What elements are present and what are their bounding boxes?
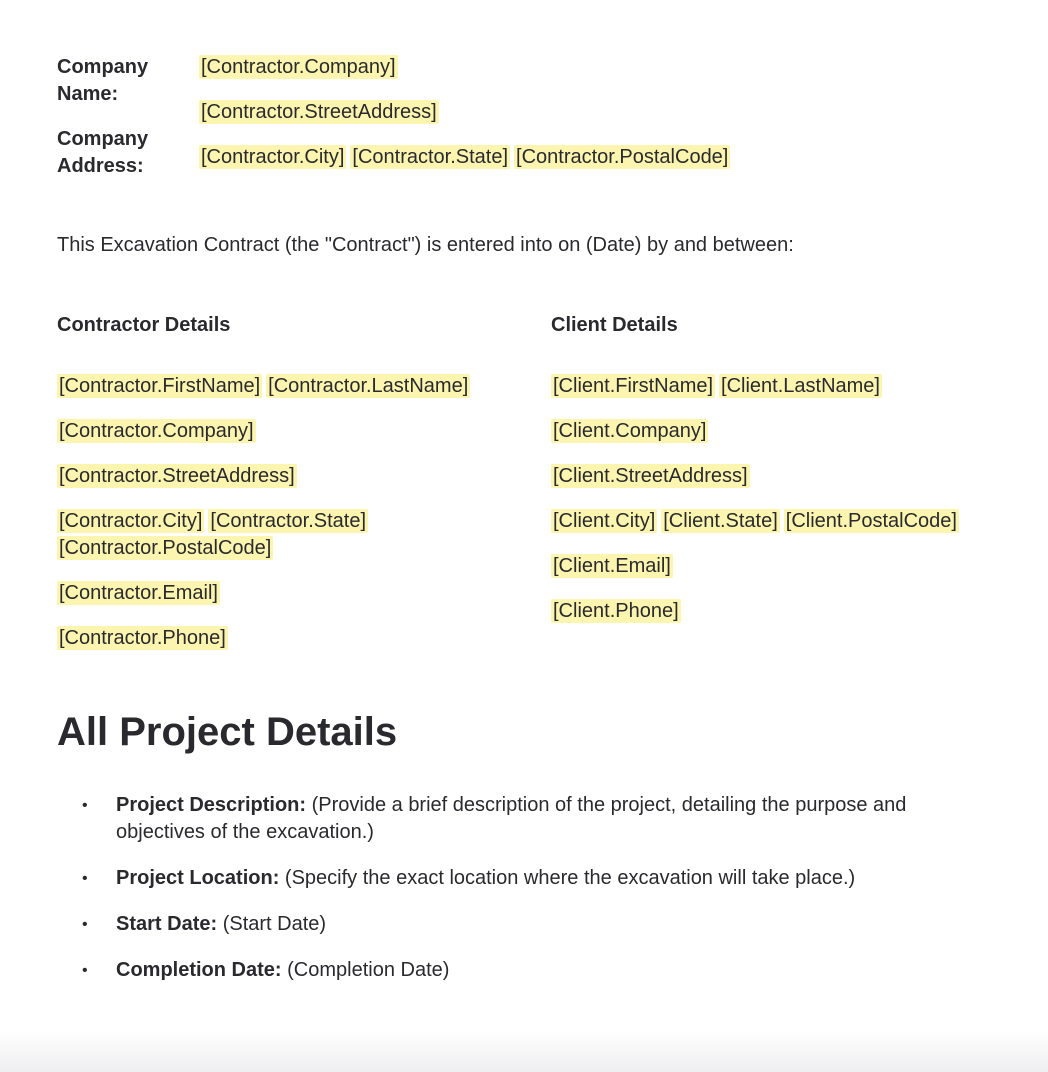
client-first-name-field[interactable]: [Client.FirstName] [553,375,714,397]
company-address-label: Company Address: [57,128,149,177]
company-name-row [199,54,730,81]
contractor-name-row [57,373,507,400]
client-postal-field[interactable]: [Client.PostalCode] [785,510,957,532]
company-values [199,54,730,171]
client-email-field[interactable]: [Client.Email] [553,555,671,577]
contractor-postal-field[interactable]: [Contractor.PostalCode] [59,537,272,559]
company-city-field[interactable]: [Contractor.City] [201,146,345,168]
start-date-text: (Start Date) [217,913,327,935]
list-item [57,911,987,938]
contractor-email-row [57,580,507,607]
contractor-city-row [57,508,507,562]
project-description-text: (Provide a brief description of the project, detailing the purpose and objectives of the excavation.) [116,794,907,843]
company-name-label: Company Name: [57,56,149,105]
client-name-row [551,373,1011,400]
bullet-icon: • [82,916,88,933]
bullet-icon: • [82,797,88,814]
client-phone-field[interactable]: [Client.Phone] [553,600,679,622]
client-last-name-field[interactable]: [Client.LastName] [721,375,880,397]
list-item [57,957,987,984]
contractor-email-field[interactable]: [Contractor.Email] [59,582,218,604]
client-state-field[interactable]: [Client.State] [663,510,778,532]
contractor-street-field[interactable]: [Contractor.StreetAddress] [59,465,295,487]
contractor-heading: Contractor Details [57,314,231,336]
contractor-last-name-field[interactable]: [Contractor.LastName] [268,375,469,397]
client-street-row [551,463,1011,490]
company-name-field[interactable]: [Contractor.Company] [201,56,396,78]
project-location-text: (Specify the exact location where the excavation will take place.) [279,867,856,889]
client-street-field[interactable]: [Client.StreetAddress] [553,465,748,487]
contractor-street-row [57,463,507,490]
completion-date-term: Completion Date: [116,959,282,981]
contractor-city-field[interactable]: [Contractor.City] [59,510,203,532]
company-city-row [199,144,730,171]
contractor-first-name-field[interactable]: [Contractor.FirstName] [59,375,261,397]
contractor-phone-row [57,625,507,652]
contractor-company-row [57,418,507,445]
list-item [57,792,987,846]
bullet-icon: • [82,962,88,979]
start-date-term: Start Date: [116,913,218,935]
project-description-term: Project Description: [116,794,307,816]
client-city-row [551,508,1011,535]
company-labels [57,54,187,180]
completion-date-text: (Completion Date) [281,959,450,981]
intro-paragraph: This Excavation Contract (the "Contract") is entered into on (Date) by and between: [57,234,794,256]
contractor-phone-field[interactable]: [Contractor.Phone] [59,627,226,649]
contractor-state-field[interactable]: [Contractor.State] [210,510,367,532]
project-details-list [57,792,987,1003]
list-item [57,865,987,892]
company-street-field[interactable]: [Contractor.StreetAddress] [201,101,437,123]
client-heading: Client Details [551,314,678,336]
client-city-field[interactable]: [Client.City] [553,510,656,532]
bullet-icon: • [82,870,88,887]
client-details [551,312,1011,643]
company-street-row [199,99,730,126]
company-state-field[interactable]: [Contractor.State] [352,146,509,168]
client-company-row [551,418,1011,445]
contractor-company-field[interactable]: [Contractor.Company] [59,420,254,442]
client-email-row [551,553,1011,580]
project-section-title: All Project Details [57,710,398,754]
contractor-details [57,312,507,670]
page-bottom-fade [0,1032,1048,1072]
company-postal-field[interactable]: [Contractor.PostalCode] [516,146,729,168]
client-phone-row [551,598,1011,625]
client-company-field[interactable]: [Client.Company] [553,420,707,442]
project-location-term: Project Location: [116,867,280,889]
